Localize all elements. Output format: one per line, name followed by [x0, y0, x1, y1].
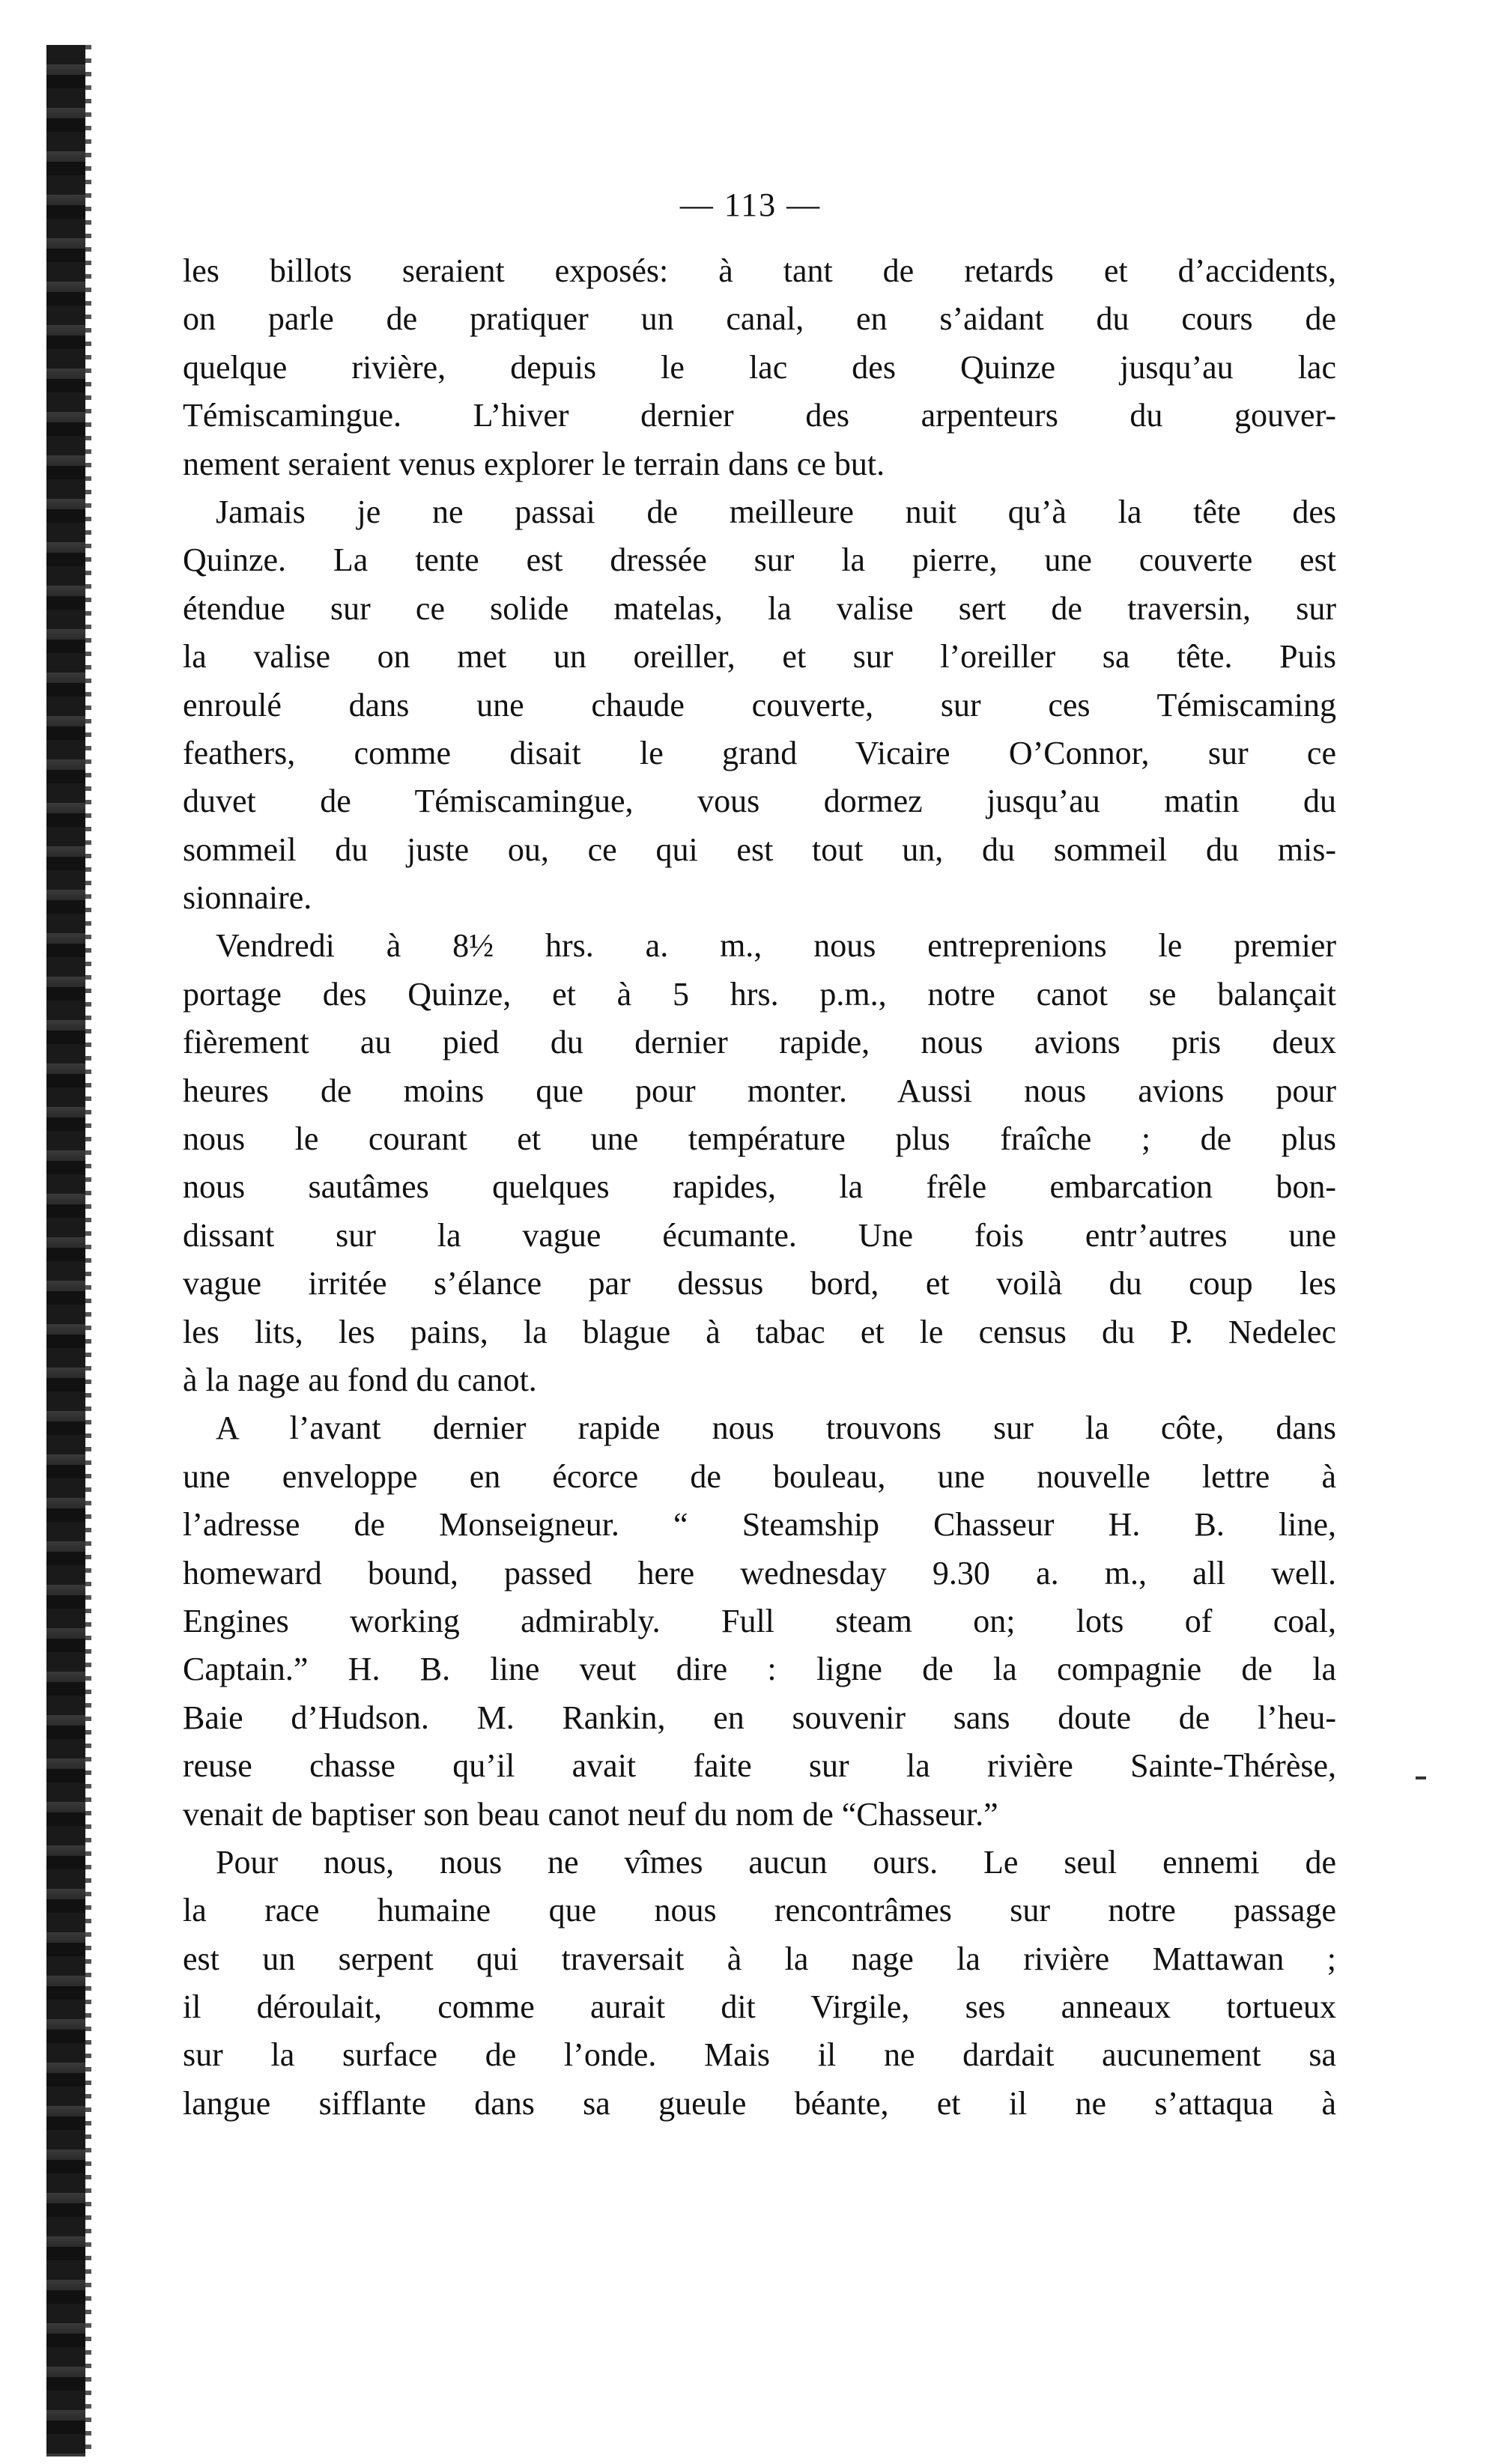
text-line: une enveloppe en écorce de bouleau, une nouvelle lettre à: [183, 1457, 1336, 1495]
text-line: Baie d’Hudson. M. Rankin, en souvenir sans doute de l’heu-: [183, 1699, 1336, 1736]
ink-mark: [1416, 1776, 1426, 1779]
text-line: la race humaine que nous rencontrâmes sur notre passage: [183, 1892, 1336, 1929]
text-line: dissant sur la vague écumante. Une fois entr’autres une: [183, 1216, 1336, 1254]
text-line: étendue sur ce solide matelas, la valise sert de traversin, sur: [183, 589, 1336, 627]
text-line: duvet de Témiscamingue, vous dormez jusqu’au matin du: [183, 783, 1336, 820]
text-line: Pour nous, nous ne vîmes aucun ours. Le seul ennemi de: [216, 1843, 1336, 1881]
text-line: sommeil du juste ou, ce qui est tout un, du sommeil du mis-: [183, 831, 1336, 868]
text-line: Jamais je ne passai de meilleure nuit qu’à la tête des: [216, 493, 1336, 530]
text-line: venait de baptiser son beau canot neuf du nom de “Chasseur.”: [183, 1795, 998, 1833]
text-line: feathers, comme disait le grand Vicaire O’Connor, sur ce: [183, 734, 1336, 771]
page-number: — 113 —: [679, 186, 822, 223]
text-line: nous sautâmes quelques rapides, la frêle embarcation bon-: [183, 1168, 1336, 1206]
text-line: nous le courant et une température plus fraîche ; de plus: [183, 1120, 1336, 1158]
text-line: vague irritée s’élance par dessus bord, et voilà du coup les: [183, 1265, 1336, 1302]
text-line: l’adresse de Monseigneur. “ Steamship Chasseur H. B. line,: [183, 1506, 1336, 1544]
text-line: les billots seraient exposés: à tant de retards et d’accidents,: [183, 252, 1336, 289]
text-line: Témiscamingue. L’hiver dernier des arpenteurs du gouver-: [183, 397, 1336, 434]
text-line: la valise on met un oreiller, et sur l’oreiller sa tête. Puis: [183, 638, 1336, 676]
text-line: sionnaire.: [183, 879, 312, 917]
text-line: A l’avant dernier rapide nous trouvons sur la côte, dans: [216, 1409, 1336, 1447]
text-line: il déroulait, comme aurait dit Virgile, ses anneaux tortueux: [183, 1988, 1336, 2026]
page-binding-edge: [46, 45, 85, 2457]
text-line: fièrement au pied du dernier rapide, nous avions pris deux: [183, 1024, 1336, 1061]
text-line: Engines working admirably. Full steam on; lots of coal,: [183, 1602, 1336, 1639]
text-line: langue sifflante dans sa gueule béante, et il ne s’attaqua à: [183, 2084, 1336, 2122]
text-line: portage des Quinze, et à 5 hrs. p.m., notre canot se balançait: [183, 975, 1336, 1013]
text-line: reuse chasse qu’il avait faite sur la rivière Sainte-Thérèse,: [183, 1747, 1336, 1785]
text-line: nement seraient venus explorer le terrain dans ce but.: [183, 445, 885, 482]
text-line: les lits, les pains, la blague à tabac et le census du P. Nedelec: [183, 1313, 1336, 1350]
text-line: homeward bound, passed here wednesday 9.30 a. m., all well.: [183, 1554, 1336, 1591]
text-line: Vendredi à 8½ hrs. a. m., nous entreprenions le premier: [216, 927, 1336, 965]
text-line: enroulé dans une chaude couverte, sur ces Témiscaming: [183, 686, 1336, 723]
text-line: à la nage au fond du canot.: [183, 1361, 537, 1398]
text-line: heures de moins que pour monter. Aussi nous avions pour: [183, 1072, 1336, 1109]
text-line: sur la surface de l’onde. Mais il ne dardait aucunement sa: [183, 2036, 1336, 2074]
text-line: Quinze. La tente est dressée sur la pierre, une couverte est: [183, 541, 1336, 579]
body-text: [183, 247, 1336, 2128]
text-line: est un serpent qui traversait à la nage la rivière Mattawan ;: [183, 1940, 1336, 1977]
text-line: on parle de pratiquer un canal, en s’aidant du cours de: [183, 300, 1336, 338]
text-line: quelque rivière, depuis le lac des Quinze jusqu’au lac: [183, 348, 1336, 386]
text-line: Captain.” H. B. line veut dire : ligne de la compagnie de la: [183, 1651, 1336, 1688]
